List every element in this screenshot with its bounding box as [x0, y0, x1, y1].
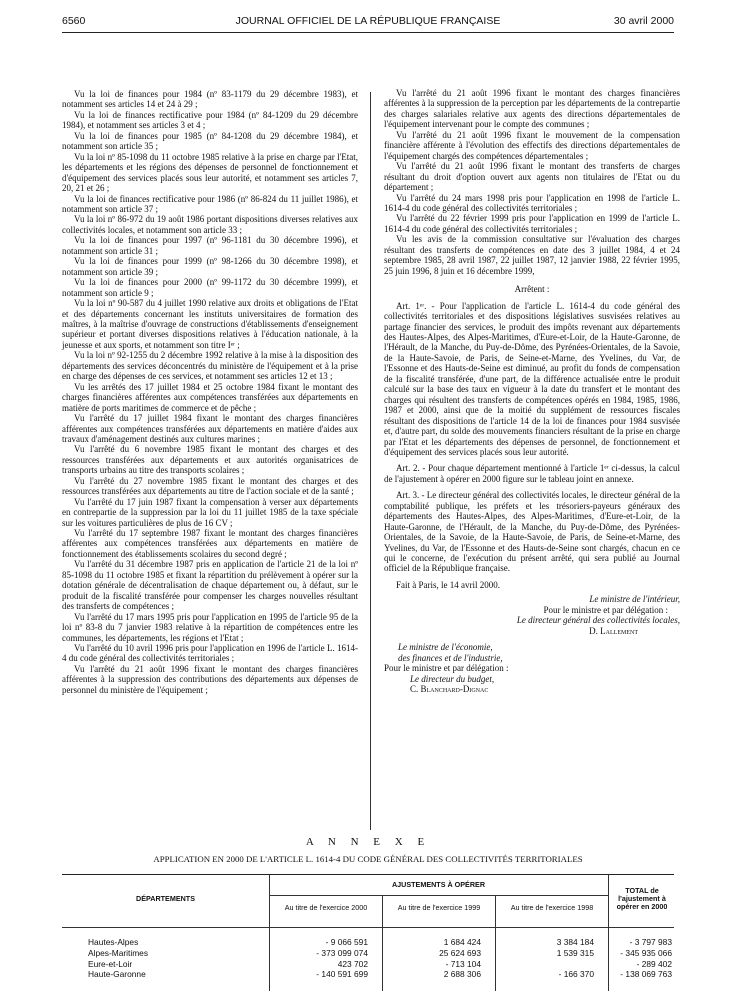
visa-paragraph: Vu la loi nº 90-587 du 4 juillet 1990 relative aux droits et obligations de l'Etat et des départements concernant les instituts universitaires de formation des maîtres, à la maîtrise d'ouvrage de constructions d'établissements d'enseignement supérieur et portant diverses dispositions relatives à l'éducation nationale, à la jeunesse et aux sports, et notamment son titre Iᵉʳ ;	[62, 298, 358, 350]
amount-cell: 2 688 306	[443, 969, 481, 980]
amount-cell: - 289 402	[636, 958, 672, 969]
visa-paragraph: Vu l'arrêté du 27 novembre 1985 fixant le montant des charges et des ressources transférées aux départements au titre de l'action sociale et de la santé ;	[62, 475, 358, 497]
visa-paragraph: Vu l'arrêté du 21 août 1996 fixant le mouvement de la compensation financière afférente à l'évolution des effectifs des directions départementales de l'équipement chargés des compétences départementales ;	[384, 129, 680, 161]
amount-cell: - 373 099 074	[316, 947, 368, 958]
visa-paragraph: Vu l'arrêté du 21 août 1996 fixant le montant des charges financières afférentes à la suppression des contributions des départements aux dépenses de personnel du ministère de l'équipement ;	[62, 663, 358, 695]
left-column	[62, 89, 358, 695]
visa-paragraph: Vu les avis de la commission consultative sur l'évaluation des charges résultant des transferts de compétences en date des 3 juillet 1984, 4 et 24 septembre 1985, 28 avril 1987, 22 juillet 1987, 12 janvier 1988, 22 février 1995, 25 juin 1996, 8 juin et 16 décembre 1999,	[384, 234, 680, 276]
visa-paragraph: Vu la loi de finances pour 1999 (nº 98-1266 du 30 décembre 1998), et notamment son article 39 ;	[62, 256, 358, 277]
journal-title: JOURNAL OFFICIEL DE LA RÉPUBLIQUE FRANÇAISE	[235, 15, 501, 27]
visa-paragraph: Vu la loi de finances rectificative pour 1986 (nº 86-824 du 11 juillet 1986), et notamment son article 37 ;	[62, 193, 358, 214]
signature-line: Le directeur général des collectivités locales,	[516, 615, 680, 626]
arretent-heading: Arrêtent :	[514, 284, 550, 295]
amount-cell: 423 702	[337, 958, 368, 969]
right-column	[384, 88, 680, 694]
header-total: TOTAL de l'ajustement à opérer en 2000	[616, 886, 668, 911]
header-rule	[62, 32, 674, 33]
signature-line: Le directeur du budget,	[410, 673, 495, 684]
visa-paragraph: Vu l'arrêté du 17 juin 1987 fixant la compensation à verser aux départements en contrepartie de la suppression par la loi du 11 juillet 1985 de la taxe spéciale sur les voitures particulières de plus de 16 CV ;	[62, 496, 358, 528]
header-1998: Au titre de l'exercice 1998	[510, 903, 594, 912]
table-row	[62, 937, 674, 947]
visa-paragraph: Vu l'arrêté du 6 novembre 1985 fixant le montant des charges et des ressources transférées aux départements et aux autorités organisatrices de transports urbains au titre des transports scolaires ;	[62, 444, 358, 476]
amount-cell: 3 384 184	[556, 937, 594, 947]
visa-paragraph: Vu la loi nº 85-1098 du 11 octobre 1985 relative à la prise en charge par l'Etat, les départements et les régions des dépenses de personnel de fonctionnement et d'équipement des services placés sous leur autorité, et notamment ses articles 7, 20, 21 et 26 ;	[62, 151, 358, 194]
header-ajustements: AJUSTEMENTS À OPÉRER	[391, 880, 486, 889]
visa-paragraph: Vu la loi de finances pour 2000 (nº 99-1172 du 30 décembre 1999), et notamment son article 9 ;	[62, 277, 358, 298]
department-cell: Eure-et-Loir	[88, 958, 133, 969]
visa-paragraph: Vu l'arrêté du 22 février 1999 pris pour l'application en 1999 de l'article L. 1614-4 du code général des collectivités territoriales ;	[384, 213, 680, 234]
header-departements: DÉPARTEMENTS	[136, 894, 195, 903]
visa-paragraph: Vu la loi de finances pour 1997 (nº 96-1181 du 30 décembre 1996), et notamment son article 31 ;	[62, 235, 358, 256]
visa-paragraph: Vu l'arrêté du 17 mars 1995 pris pour l'application en 1995 de l'article 95 de la loi nº 83-8 du 7 janvier 1983 relative à la répartition de compétences entre les communes, les départements, les régions et l'Etat ;	[62, 611, 358, 643]
department-cell: Haute-Garonne	[88, 969, 146, 980]
amount-cell: - 3 797 983	[629, 937, 672, 947]
annexe-title: A N N E X E	[305, 836, 431, 848]
annexe-table	[62, 874, 674, 991]
amount-cell: - 345 935 066	[620, 947, 672, 958]
visa-paragraph: Vu la loi de finances pour 1984 (nº 83-1179 du 29 décembre 1983), et notamment ses articles 14 et 24 à 29 ;	[62, 89, 358, 110]
visa-paragraph: Vu l'arrêté du 21 août 1996 fixant le montant des transferts de charges résultant du droit d'option ouvert aux agents non titulaires de l'Etat ou du département ;	[384, 161, 680, 193]
signature-block-interior	[384, 594, 680, 636]
visa-paragraph: Vu les arrêtés des 17 juillet 1984 et 25 octobre 1984 fixant le montant des charges financières afférentes aux compétences transférées aux départements en matière de ports maritimes de commerce et de pêche ;	[62, 381, 358, 413]
visa-paragraph: Vu l'arrêté du 10 avril 1996 pris pour l'application en 1996 de l'article L. 1614-4 du code général des collectivités territoriales ;	[62, 643, 358, 664]
visa-paragraph: Vu l'arrêté du 21 août 1996 fixant le montant des charges financières afférentes à la suppression de la perception par les départements de la contrepartie des charges salariales relative aux agents des directions départementales de l'équipement intervenant pour le compte des communes ;	[384, 88, 680, 130]
signatory-name: C. Blanchard-Dignac	[410, 684, 489, 695]
visa-paragraph: Vu la loi de finances pour 1985 (nº 84-1208 du 29 décembre 1984), et notamment son article 35 ;	[62, 130, 358, 152]
table-row	[62, 969, 674, 979]
page-header	[62, 15, 674, 31]
department-cell: Hautes-Alpes	[88, 937, 139, 947]
amount-cell: 1 539 315	[556, 947, 594, 958]
signature-line: Le ministre de l'intérieur,	[589, 594, 680, 605]
done-at: Fait à Paris, le 14 avril 2000.	[396, 579, 500, 590]
visa-paragraph: Vu l'arrêté du 17 septembre 1987 fixant le montant des charges financières afférentes aux compétences transférées aux départements en matière de fonctionnement des établissements scolaires du second degré ;	[62, 528, 358, 559]
department-cell: Alpes-Maritimes	[88, 947, 149, 958]
signature-line: Le ministre de l'économie,	[398, 642, 493, 653]
signatory-name: D. Lallement	[589, 625, 638, 636]
signature-line: Pour le ministre et par délégation :	[543, 604, 668, 615]
amount-cell: 25 624 693	[439, 947, 481, 958]
amount-cell: - 9 066 591	[325, 937, 368, 947]
signature-line: des finances et de l'industrie,	[398, 652, 503, 663]
page-number: 6560	[62, 15, 86, 27]
amount-cell: 1 684 424	[443, 937, 481, 947]
table-row	[62, 948, 674, 958]
header-1999: Au titre de l'exercice 1999	[397, 903, 481, 912]
amount-cell: - 140 591 699	[316, 969, 368, 980]
visa-paragraph: Vu l'arrêté du 24 mars 1998 pris pour l'application en 1998 de l'article L. 1614-4 du code général des collectivités territoriales ;	[384, 192, 680, 213]
annexe-subtitle: APPLICATION EN 2000 DE L'ARTICLE L. 1614-4 DU CODE GÉNÉRAL DES COLLECTIVITÉS TERRITORIALES	[153, 854, 583, 864]
amount-cell: - 138 069 763	[620, 969, 672, 980]
column-separator	[370, 92, 371, 830]
signature-block-economy	[384, 642, 680, 694]
amount-cell: - 166 370	[558, 969, 594, 980]
amount-cell: - 713 104	[445, 958, 481, 969]
issue-date: 30 avril 2000	[613, 15, 674, 27]
visa-paragraph: Vu la loi de finances rectificative pour 1984 (nº 84-1209 du 29 décembre 1984), et notamment ses articles 3 et 4 ;	[62, 109, 358, 131]
article-2: Art. 2. - Pour chaque département mentionné à l'article 1ᵉʳ ci-dessus, la calcul de l'ajustement à opérer en 2000 figure sur le tableau joint en annexe.	[384, 463, 680, 484]
visa-paragraph: Vu la loi nº 86-972 du 19 août 1986 portant dispositions diverses relatives aux collectivités locales, et notamment son article 33 ;	[62, 214, 358, 235]
header-2000: Au titre de l'exercice 2000	[284, 903, 368, 912]
article-1: Art. 1ᵉʳ. - Pour l'application de l'article L. 1614-4 du code général des collectivités territoriales et des dispositions législatives susvisées relatives au partage financier des services, le produit des impôts revenant aux départements des Hautes-Alpes, des Alpes-Maritimes, d'Eure-et-Loir, de la Haute-Garonne, de l'Hérault, de la Manche, du Puy-de-Dôme, des Pyrénées-Orientales, de la Savoie, de la Haute-Savoie, de Paris, de Seine-et-Marne, des Yvelines, du Var, de l'Essonne et des Hauts-de-Seine est diminué, au profit du fonds de compensation de la fiscalité transférée, d'une part, de la différence actualisée entre le produit calculé sur la base des taux en vigueur à la date du transfert et le montant des charges qui résultent des transferts de compétences opérés en 1984, 1985, 1986, 1987 et 2000, ainsi que de la moitié du supplément de ressources fiscales résultant des dispositions de l'article 14 de la loi de finances pour 1984 susvisée et, d'autre part, du solde des mouvements financiers résultant de la prise en charge par l'Etat et les départements des dépenses de personnel, de fonctionnement et d'équipement des services placés sous leur autorité.	[384, 300, 680, 457]
signature-line: Pour le ministre et par délégation :	[384, 663, 509, 674]
article-3: Art. 3. - Le directeur général des collectivités locales, le directeur général de la comptabilité publique, les préfets et les trésoriers-payeurs généraux des départements des Hautes-Alpes, des Alpes-Maritimes, d'Eure-et-Loir, de la Haute-Garonne, de l'Hérault, de la Manche, du Puy-de-Dôme, des Pyrénées-Orientales, de la Savoie, de la Haute-Savoie, de Paris, de Seine-et-Marne, des Yvelines, du Var, de l'Essonne et des Hauts-de-Seine sont chargés, chacun en ce qui le concerne, de l'exécution du présent arrêté, qui sera publié au Journal officiel de la République française.	[384, 490, 680, 574]
visa-paragraph: Vu l'arrêté du 17 juillet 1984 fixant le montant des charges financières afférentes aux compétences transférées aux départements en matière d'aides aux travaux d'aménagement destinés aux cultures marines ;	[62, 413, 358, 444]
table-row	[62, 959, 674, 969]
visa-paragraph: Vu l'arrêté du 31 décembre 1987 pris en application de l'article 21 de la loi nº 85-1098 du 11 octobre 1985 et fixant la répartition du prélèvement à opérer sur la dotation générale de décentralisation de chaque département ou, à défaut, sur le produit de la fiscalité transférée pour compenser les charges nouvelles résultant des transferts de compétences ;	[62, 559, 358, 612]
visa-paragraph: Vu la loi nº 92-1255 du 2 décembre 1992 relative à la mise à la disposition des départements des services déconcentrés du ministère de l'équipement et à la prise en charge des dépenses de ces services, et notamment ses articles 12 et 13 ;	[62, 350, 358, 382]
